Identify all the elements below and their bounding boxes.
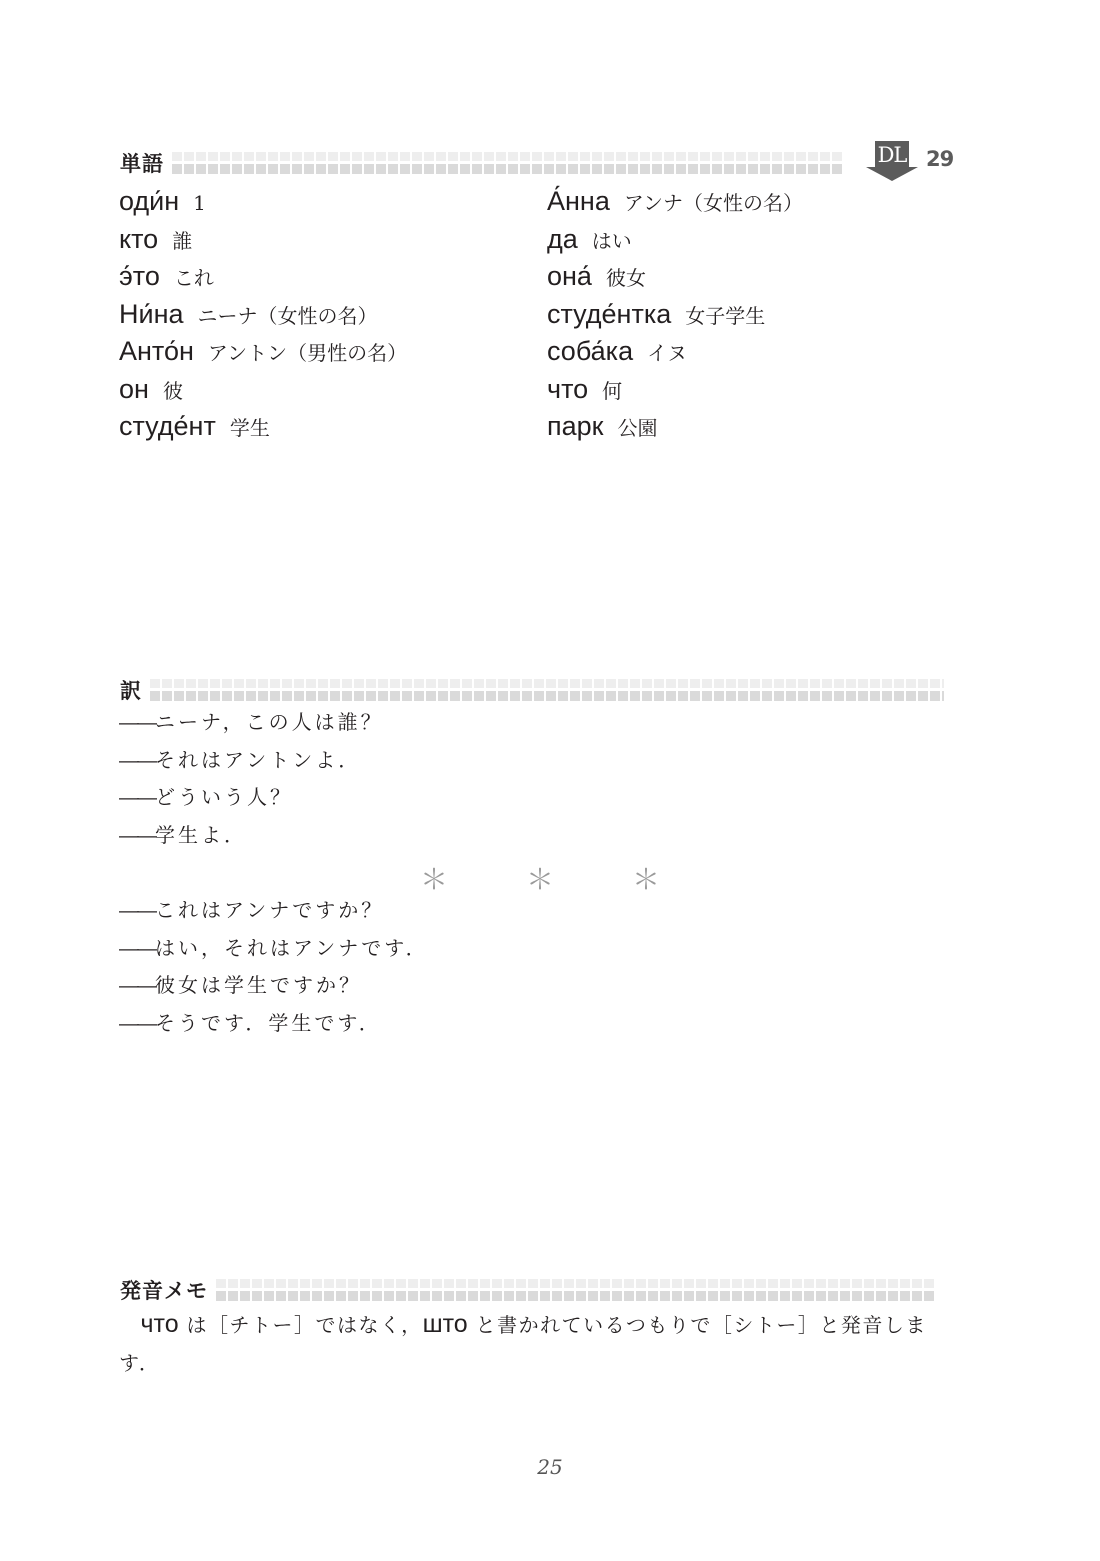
- vocab-item: [547, 224, 803, 262]
- em-dash: ――: [119, 1010, 155, 1035]
- russian-word: оди́н: [119, 186, 180, 216]
- vocab-item: [547, 261, 803, 299]
- dialog-line: [119, 892, 429, 930]
- japanese-meaning: 彼: [162, 378, 183, 403]
- vocab-item: [119, 186, 407, 224]
- dialog-text: 彼女は学生ですか？: [155, 973, 362, 997]
- section-divider-pattern: [172, 152, 842, 174]
- vocab-item: [119, 336, 407, 374]
- dialog-line: [119, 779, 384, 817]
- dialog-1: [119, 704, 384, 854]
- dialog-2: [119, 892, 429, 1042]
- japanese-meaning: 何: [602, 378, 623, 403]
- dialog-text: そうです．学生です．: [155, 1010, 382, 1035]
- em-dash: ――: [119, 822, 155, 847]
- vocab-item: [547, 186, 803, 224]
- dialog-text: これはアンナですか？: [155, 898, 385, 922]
- japanese-meaning: これ: [173, 266, 214, 290]
- page-number: 25: [537, 1455, 563, 1479]
- vocab-item: [119, 261, 407, 299]
- russian-word: кто: [119, 223, 159, 254]
- translation-section-header: [120, 675, 944, 705]
- dl-label: DL: [875, 141, 909, 167]
- em-dash: ――: [119, 747, 155, 772]
- russian-word: студе́нтка: [547, 298, 672, 329]
- em-dash: ――: [119, 710, 155, 734]
- memo-text: と書かれているつもりで［シトー］と発音します．: [119, 1313, 927, 1375]
- dl-track-number: 29: [926, 147, 954, 171]
- section-divider-pattern: [150, 679, 944, 701]
- russian-word: Анто́н: [119, 336, 194, 366]
- russian-word: что: [547, 373, 589, 404]
- dialog-line: [119, 1005, 429, 1043]
- russian-word: да: [547, 223, 578, 254]
- dialog-text: 学生よ．: [155, 822, 247, 847]
- russian-word: Ни́на: [119, 298, 184, 329]
- pronunciation-section-title: 発音メモ: [120, 1279, 208, 1303]
- asterisk-icon: ＊: [420, 863, 449, 896]
- russian-word: парк: [547, 411, 604, 441]
- em-dash: ――: [119, 898, 155, 922]
- vocab-section-header: [120, 148, 842, 178]
- em-dash: ――: [119, 973, 155, 997]
- russian-word: А́нна: [547, 186, 610, 216]
- asterisk-icon: ＊: [525, 863, 554, 896]
- japanese-meaning: 1: [193, 191, 206, 215]
- em-dash: ――: [119, 935, 155, 960]
- vocab-section-title: 単語: [120, 152, 164, 176]
- japanese-meaning: 学生: [229, 416, 270, 440]
- dialog-line: [119, 930, 429, 968]
- pronunciation-memo-text: [119, 1305, 954, 1382]
- dialog-text: はい，それはアンナです．: [155, 935, 429, 960]
- dialog-text: それはアントンよ．: [155, 747, 362, 772]
- dialog-text: ニーナ，この人は誰？: [155, 710, 384, 734]
- vocab-list-right: [547, 186, 803, 449]
- russian-word: что: [140, 1310, 179, 1338]
- section-divider-pattern: [216, 1279, 936, 1301]
- japanese-meaning: アンナ（女性の名）: [623, 191, 804, 215]
- dialog-text: どういう人？: [155, 785, 293, 809]
- japanese-meaning: はい: [591, 228, 632, 253]
- japanese-meaning: アントン（男性の名）: [207, 341, 408, 365]
- dialog-line: [119, 967, 429, 1005]
- japanese-meaning: ニーナ（女性の名）: [197, 303, 378, 328]
- translation-section-title: 訳: [120, 679, 142, 703]
- vocab-item: [119, 374, 407, 412]
- memo-text: は［チトー］ではなく，: [178, 1313, 423, 1337]
- asterisk-icon: ＊: [631, 863, 660, 896]
- vocab-item: [119, 299, 407, 337]
- vocab-item: [547, 336, 803, 374]
- em-dash: ――: [119, 785, 155, 809]
- pronunciation-section-header: [120, 1275, 936, 1305]
- vocab-item: [547, 411, 803, 449]
- japanese-meaning: 公園: [617, 416, 658, 440]
- vocab-list-left: [119, 186, 407, 449]
- japanese-meaning: 誰: [172, 228, 193, 253]
- russian-word: соба́ка: [547, 336, 634, 366]
- japanese-meaning: 彼女: [605, 266, 646, 290]
- russian-word: студе́нт: [119, 411, 216, 441]
- dialog-line: [119, 742, 384, 780]
- russian-word: што: [422, 1310, 468, 1338]
- russian-word: она́: [547, 261, 592, 291]
- japanese-meaning: イヌ: [647, 341, 688, 365]
- russian-word: он: [119, 373, 149, 404]
- vocab-item: [119, 224, 407, 262]
- download-arrow-icon: [866, 167, 918, 181]
- dialog-line: [119, 817, 384, 855]
- japanese-meaning: 女子学生: [685, 303, 766, 328]
- vocab-item: [547, 299, 803, 337]
- dialog-line: [119, 704, 384, 742]
- vocab-item: [547, 374, 803, 412]
- download-track-badge[interactable]: [866, 141, 918, 181]
- vocab-item: [119, 411, 407, 449]
- russian-word: э́то: [119, 261, 160, 291]
- scene-separator: [420, 858, 660, 898]
